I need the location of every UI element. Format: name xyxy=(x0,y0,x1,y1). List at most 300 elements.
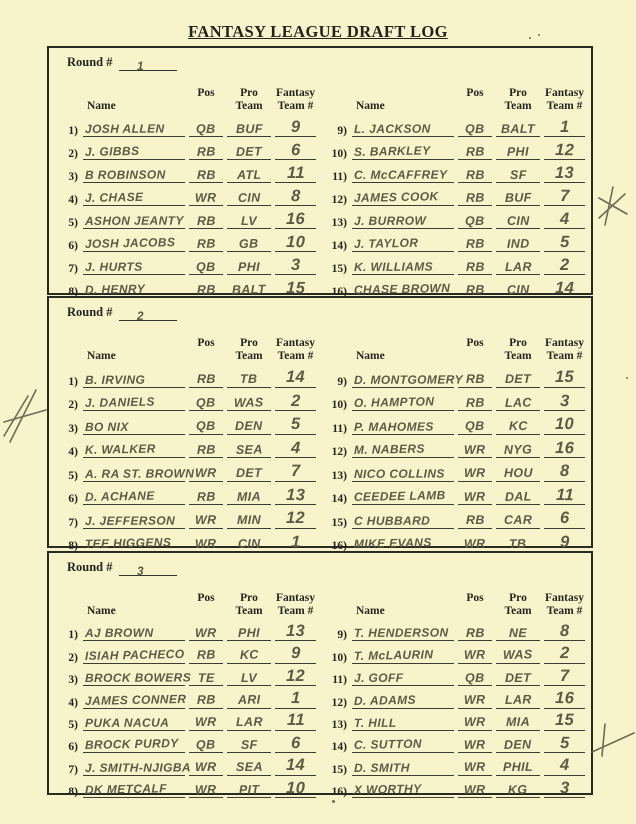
hash-x-mark xyxy=(2,386,48,446)
position-line xyxy=(189,435,223,459)
column-header-pro-team xyxy=(235,592,262,618)
draft-entry-row xyxy=(324,137,585,160)
player-name: A. RA ST. BROWN xyxy=(84,465,195,481)
draft-entry-row xyxy=(55,229,316,252)
pro-team-line xyxy=(227,458,271,482)
position-line xyxy=(189,619,223,641)
pro-team: LAR xyxy=(504,259,532,274)
position-line xyxy=(458,252,492,275)
column-header-pro-team xyxy=(504,592,531,618)
column-header-pos: Pos xyxy=(197,337,215,350)
fantasy-team-line xyxy=(275,482,316,506)
pro-team-line xyxy=(227,252,271,275)
column-headers-row xyxy=(324,329,585,364)
pro-team-line xyxy=(227,709,271,731)
fantasy-team-number: 4 xyxy=(290,438,301,457)
team-number-label: Team # xyxy=(546,350,583,363)
pro-team-line xyxy=(496,252,540,275)
pro-team: IND xyxy=(506,236,530,251)
pro-team: WAS xyxy=(502,647,533,663)
position: RB xyxy=(196,236,216,251)
draft-entry-row xyxy=(324,206,585,229)
position-line xyxy=(189,505,223,529)
player-name: K. WILLIAMS xyxy=(353,259,434,274)
team-label: Team xyxy=(504,100,532,113)
player-name-line xyxy=(83,753,192,775)
player-name: S. BARKLEY xyxy=(353,143,431,159)
position: QB xyxy=(465,121,485,136)
picks-1-8-column xyxy=(55,584,324,798)
fantasy-label: Fantasy xyxy=(545,87,584,100)
round-number-value: 3 xyxy=(136,563,144,578)
pro-team: LAC xyxy=(504,394,532,410)
pro-team-line xyxy=(496,206,540,229)
position: TE xyxy=(197,670,215,685)
fantasy-team-number: 2 xyxy=(559,644,570,663)
fantasy-team-number: 6 xyxy=(559,508,570,527)
position: WR xyxy=(463,647,486,663)
position: RB xyxy=(465,190,485,205)
fantasy-team-number: 3 xyxy=(559,778,570,797)
position-line xyxy=(458,776,492,798)
pick-number: 8) xyxy=(68,786,78,799)
fantasy-team-line xyxy=(544,753,585,775)
pro-team-line xyxy=(496,664,540,686)
pick-number: 4) xyxy=(68,194,78,206)
player-name-line xyxy=(352,529,454,553)
pro-label: Pro xyxy=(509,337,527,350)
player-name: D. MONTGOMERY xyxy=(353,371,463,387)
pro-team-line xyxy=(227,435,271,459)
fantasy-team-line xyxy=(275,753,316,775)
player-name: BO NIX xyxy=(84,419,129,434)
draft-entry-row xyxy=(324,731,585,753)
fantasy-team-line xyxy=(275,411,316,435)
fantasy-team-number: 7 xyxy=(290,461,301,480)
fantasy-team-number: 1 xyxy=(559,117,570,136)
pro-team-line xyxy=(227,229,271,252)
draft-entry-row xyxy=(324,252,585,275)
player-name-line xyxy=(352,753,454,775)
pro-team-line xyxy=(496,114,540,137)
position-line xyxy=(458,482,492,506)
fantasy-team-number: 4 xyxy=(559,756,570,775)
fantasy-team-line xyxy=(544,206,585,229)
pick-number: 9) xyxy=(337,375,347,388)
draft-entry-row xyxy=(324,664,585,686)
fantasy-team-line xyxy=(275,160,316,183)
team-label: Team xyxy=(235,350,263,363)
position-line xyxy=(458,435,492,459)
pro-team-line xyxy=(496,275,540,298)
round-number-value: 1 xyxy=(136,58,144,73)
fantasy-label: Fantasy xyxy=(276,592,315,605)
fantasy-team-line xyxy=(544,183,585,206)
fantasy-team-line xyxy=(544,160,585,183)
pick-number: 1) xyxy=(68,125,78,137)
pro-team-line xyxy=(496,505,540,529)
pro-team-line xyxy=(496,411,540,435)
player-name-line xyxy=(352,183,454,206)
player-name: D. HENRY xyxy=(84,281,146,297)
draft-entry-row xyxy=(324,686,585,708)
pro-team-line xyxy=(496,229,540,252)
player-name-line xyxy=(83,731,185,753)
round-header xyxy=(49,553,591,584)
position: WR xyxy=(195,512,217,527)
pro-team: LAR xyxy=(235,715,263,730)
pro-team: MIA xyxy=(505,715,531,730)
pick-number: 9) xyxy=(337,125,347,137)
player-name-line xyxy=(83,458,195,482)
fantasy-label: Fantasy xyxy=(545,337,584,350)
column-header-pro-team xyxy=(504,87,531,113)
player-name-line xyxy=(352,411,454,435)
draft-entry-row xyxy=(55,731,316,753)
pick-number: 11) xyxy=(332,674,347,687)
fantasy-team-line xyxy=(275,252,316,275)
fantasy-team-number: 14 xyxy=(285,367,306,386)
pick-number: 16) xyxy=(331,786,347,799)
pro-team-line xyxy=(496,482,540,506)
player-name: DK METCALF xyxy=(84,781,168,798)
player-name-line xyxy=(352,160,454,183)
player-name-line xyxy=(352,458,454,482)
player-name: JOSH ALLEN xyxy=(84,121,165,136)
pro-team-line xyxy=(496,435,540,459)
pro-team: PHIL xyxy=(502,760,534,775)
player-name-line xyxy=(83,229,185,252)
fantasy-team-line xyxy=(275,183,316,206)
pro-team: KG xyxy=(507,782,528,797)
pro-team: DET xyxy=(235,143,263,159)
column-header-name: Name xyxy=(87,100,116,113)
pro-team: PHI xyxy=(237,259,261,274)
position-line xyxy=(189,776,223,798)
pro-team: CIN xyxy=(237,190,261,205)
position-line xyxy=(458,458,492,482)
pick-number: 8) xyxy=(68,286,78,298)
position: QB xyxy=(196,121,216,136)
fantasy-team-number: 15 xyxy=(285,278,306,297)
round-header xyxy=(49,298,591,329)
picks-9-16-column xyxy=(324,79,587,298)
player-name: D. ADAMS xyxy=(353,692,417,708)
position-line xyxy=(189,229,223,252)
page-title: FANTASY LEAGUE DRAFT LOG xyxy=(188,22,448,41)
pro-team: DAL xyxy=(504,488,532,504)
player-name-line xyxy=(352,252,454,275)
draft-entry-row xyxy=(55,686,316,708)
pick-number: 7) xyxy=(68,516,78,529)
draft-entry-row xyxy=(324,183,585,206)
position-line xyxy=(189,641,223,663)
column-headers-row xyxy=(324,79,585,114)
pro-team-line xyxy=(227,388,271,412)
pick-number: 2) xyxy=(68,148,78,160)
pick-number: 7) xyxy=(68,263,78,275)
column-header-fantasy-team xyxy=(545,337,584,363)
column-headers-row xyxy=(55,329,316,364)
pick-number: 2) xyxy=(68,651,78,664)
position-line xyxy=(458,686,492,708)
player-name: JAMES COOK xyxy=(353,189,439,205)
fantasy-team-number: 15 xyxy=(554,367,575,386)
player-name-line xyxy=(83,482,185,506)
draft-entry-row xyxy=(324,229,585,252)
round-number-label: Round # xyxy=(67,560,113,574)
column-header-fantasy-team xyxy=(545,592,584,618)
player-name: J. JEFFERSON xyxy=(84,513,176,528)
fantasy-team-number: 7 xyxy=(559,186,570,205)
position: WR xyxy=(463,782,486,797)
pro-team: BALT xyxy=(500,121,536,136)
fantasy-team-number: 3 xyxy=(559,391,570,410)
team-number-label: Team # xyxy=(546,100,583,113)
position: WR xyxy=(464,715,486,730)
position-line xyxy=(458,753,492,775)
draft-entry-row xyxy=(324,753,585,775)
pick-number: 15) xyxy=(331,763,347,776)
pick-number: 10) xyxy=(331,148,347,160)
column-header-name: Name xyxy=(356,350,385,363)
position: WR xyxy=(194,782,217,797)
player-name-line xyxy=(83,137,185,160)
column-header-name: Name xyxy=(87,605,116,618)
fantasy-team-line xyxy=(275,505,316,529)
draft-entry-row xyxy=(324,364,585,388)
fantasy-team-number: 13 xyxy=(285,621,306,640)
draft-entry-row xyxy=(324,275,585,298)
position: RB xyxy=(465,395,485,410)
pro-team-line xyxy=(496,686,540,708)
draft-entry-row xyxy=(55,183,316,206)
draft-entry-row xyxy=(324,388,585,412)
position-line xyxy=(189,206,223,229)
round-header xyxy=(49,48,591,79)
fantasy-team-number: 4 xyxy=(559,209,570,228)
pro-team: DEN xyxy=(235,418,263,433)
pick-number: 9) xyxy=(337,629,347,642)
position: RB xyxy=(465,144,485,159)
position: RB xyxy=(465,236,485,251)
round-section xyxy=(47,551,593,799)
position-line xyxy=(189,664,223,686)
draft-entry-row xyxy=(55,709,316,731)
pick-number: 2) xyxy=(68,399,78,411)
player-name: K. WALKER xyxy=(84,441,156,457)
position: RB xyxy=(196,489,216,504)
position: WR xyxy=(195,715,217,730)
fantasy-team-number: 2 xyxy=(290,391,301,410)
pro-team-line xyxy=(227,482,271,506)
position-line xyxy=(189,252,223,275)
pick-number: 12) xyxy=(331,446,347,458)
pick-number: 3) xyxy=(68,422,78,435)
pro-team: WAS xyxy=(233,394,264,410)
player-name: CEEDEE LAMB xyxy=(353,488,446,504)
fantasy-team-number: 12 xyxy=(285,508,306,527)
pro-team: MIN xyxy=(236,512,262,527)
player-name-line xyxy=(352,114,454,137)
column-header-pos: Pos xyxy=(466,337,484,350)
draft-entry-row xyxy=(55,411,316,435)
position: QB xyxy=(465,418,485,433)
pro-team: SEA xyxy=(235,760,263,775)
column-header-fantasy-team xyxy=(276,592,315,618)
fantasy-team-number: 14 xyxy=(285,756,306,775)
fantasy-team-number: 13 xyxy=(285,485,306,504)
position-line xyxy=(189,183,223,206)
player-name-line xyxy=(352,388,454,412)
position-line xyxy=(189,275,223,298)
team-number-label: Team # xyxy=(546,605,583,618)
cross-mark xyxy=(590,720,636,762)
column-header-pos: Pos xyxy=(197,592,215,605)
round-number-line xyxy=(119,54,177,71)
pro-team: DET xyxy=(504,371,532,386)
position-line xyxy=(189,686,223,708)
draft-entry-row xyxy=(324,160,585,183)
fantasy-team-number: 11 xyxy=(286,163,305,182)
player-name: B ROBINSON xyxy=(84,167,166,182)
fantasy-team-number: 10 xyxy=(554,414,575,433)
round-number-label: Round # xyxy=(67,305,113,319)
pick-number: 16) xyxy=(331,540,347,552)
column-header-name: Name xyxy=(356,605,385,618)
pro-team: DET xyxy=(504,670,532,685)
fantasy-team-line xyxy=(544,686,585,708)
position: WR xyxy=(194,536,217,551)
pick-number: 16) xyxy=(331,286,347,298)
pro-label: Pro xyxy=(240,87,258,100)
pick-number: 15) xyxy=(331,516,347,529)
draft-entry-row xyxy=(55,160,316,183)
fantasy-team-number: 6 xyxy=(290,140,301,159)
fantasy-team-line xyxy=(544,252,585,275)
round-number-line xyxy=(119,304,177,321)
pro-label: Pro xyxy=(509,87,527,100)
draft-entry-row xyxy=(324,709,585,731)
pro-team: TB xyxy=(508,536,527,551)
player-name-line xyxy=(83,411,185,435)
draft-entry-row xyxy=(324,411,585,435)
fantasy-team-number: 13 xyxy=(554,163,575,182)
draft-entry-row xyxy=(324,114,585,137)
draft-entry-row xyxy=(55,388,316,412)
pro-team: DET xyxy=(235,465,263,480)
column-headers-row xyxy=(324,584,585,619)
player-name-line xyxy=(352,229,454,252)
pro-team: CIN xyxy=(506,282,530,297)
position: QB xyxy=(195,737,216,752)
fantasy-team-number: 16 xyxy=(554,689,575,708)
pro-team-line xyxy=(227,114,271,137)
fantasy-team-line xyxy=(275,619,316,641)
position: WR xyxy=(194,190,217,205)
fantasy-team-line xyxy=(275,206,316,229)
player-name-line xyxy=(352,776,454,798)
ink-speck xyxy=(626,377,628,379)
draft-entry-row xyxy=(324,458,585,482)
fantasy-team-line xyxy=(275,114,316,137)
pro-team-line xyxy=(496,458,540,482)
pro-team-line xyxy=(227,776,271,798)
position-line xyxy=(458,529,492,553)
position-line xyxy=(458,229,492,252)
player-name: PUKA NACUA xyxy=(84,715,170,730)
player-name-line xyxy=(83,435,185,459)
picks-1-8-column xyxy=(55,329,324,552)
ink-speck xyxy=(538,34,540,36)
pick-number: 12) xyxy=(331,194,347,206)
pro-label: Pro xyxy=(240,337,258,350)
player-name: D. ACHANE xyxy=(84,488,155,504)
fantasy-team-line xyxy=(544,458,585,482)
team-number-label: Team # xyxy=(277,350,314,363)
pro-team-line xyxy=(227,160,271,183)
round-columns xyxy=(49,329,591,552)
position: RB xyxy=(196,213,216,228)
column-headers-row xyxy=(55,584,316,619)
fantasy-team-line xyxy=(544,388,585,412)
player-name: CHASE BROWN xyxy=(353,280,451,297)
player-name-line xyxy=(352,137,454,160)
draft-entry-row xyxy=(324,529,585,553)
draft-entry-row xyxy=(324,482,585,506)
position: WR xyxy=(464,465,486,480)
pro-team-line xyxy=(496,641,540,663)
position: RB xyxy=(196,647,216,663)
pro-team: CAR xyxy=(503,512,533,527)
fantasy-team-line xyxy=(544,776,585,798)
draft-entry-row xyxy=(55,753,316,775)
pick-number: 6) xyxy=(68,741,78,754)
player-name-line xyxy=(83,183,185,206)
pro-team: PHI xyxy=(237,625,261,640)
asterisk-mark xyxy=(596,184,630,228)
round-section xyxy=(47,296,593,552)
column-header-name: Name xyxy=(356,100,385,113)
player-name-line xyxy=(83,388,185,412)
pick-number: 14) xyxy=(331,741,347,754)
fantasy-team-number: 9 xyxy=(559,532,570,551)
pro-team-line xyxy=(227,731,271,753)
player-name: J. DANIELS xyxy=(84,394,156,410)
pro-team: PHI xyxy=(506,144,530,159)
fantasy-team-number: 8 xyxy=(559,621,570,640)
fantasy-team-line xyxy=(275,731,316,753)
fantasy-team-line xyxy=(544,664,585,686)
draft-entry-row xyxy=(55,206,316,229)
player-name: J. BURROW xyxy=(353,213,427,228)
position: WR xyxy=(463,489,486,504)
pick-number: 13) xyxy=(331,217,347,229)
fantasy-team-line xyxy=(275,529,316,553)
pick-number: 4) xyxy=(68,446,78,458)
position-line xyxy=(189,482,223,506)
player-name: C HUBBARD xyxy=(353,513,431,528)
player-name: T. HENDERSON xyxy=(353,625,449,641)
fantasy-team-line xyxy=(544,435,585,459)
pick-number: 11) xyxy=(332,422,347,435)
pro-team-line xyxy=(227,505,271,529)
pro-team: NE xyxy=(508,625,528,640)
column-headers-row xyxy=(55,79,316,114)
draft-entry-row xyxy=(55,137,316,160)
pro-team-line xyxy=(227,641,271,663)
fantasy-team-line xyxy=(544,529,585,553)
